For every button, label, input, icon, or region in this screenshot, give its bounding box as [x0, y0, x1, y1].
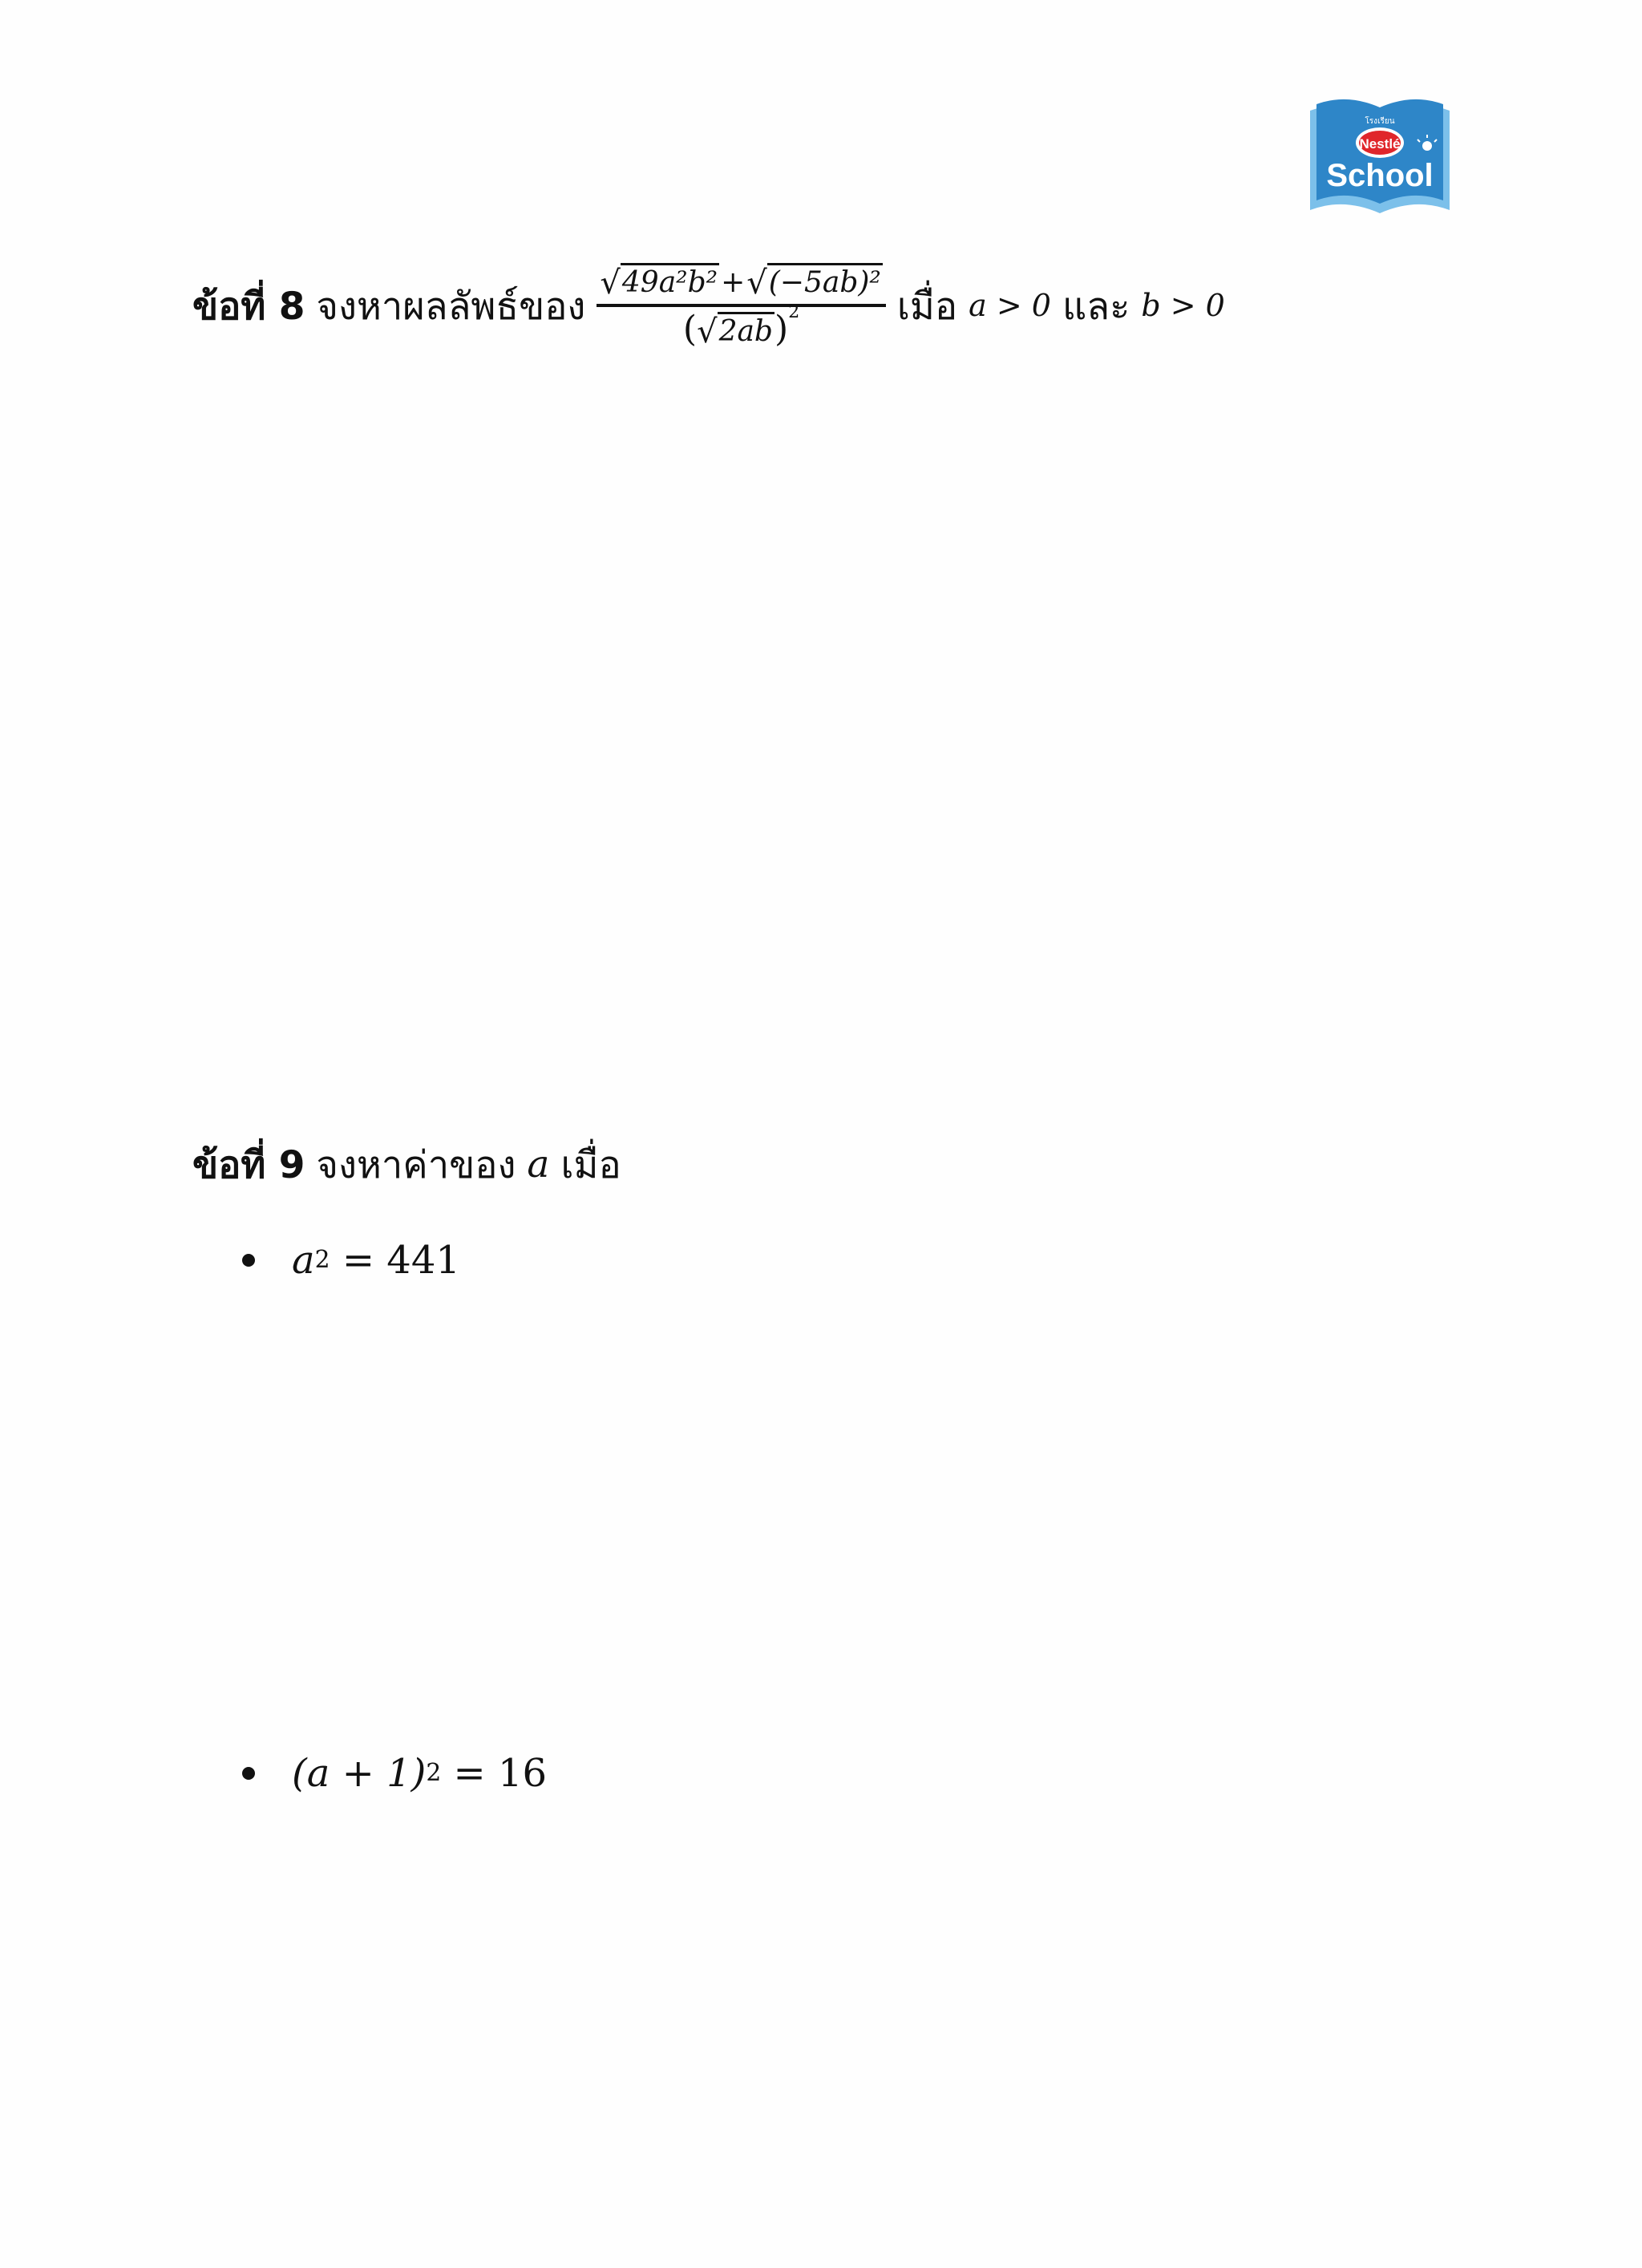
- question-8: [192, 255, 1225, 356]
- question-8-and: และ: [1062, 284, 1130, 329]
- condition-b: b > 0: [1141, 288, 1225, 323]
- question-9: [192, 1132, 621, 1196]
- book-logo-icon: [1305, 93, 1454, 218]
- list-item: a 2 = 441: [242, 1228, 460, 1292]
- sqrt-icon: √: [746, 265, 767, 301]
- fraction-denominator: ( √ 2ab ) 2: [682, 301, 800, 350]
- question-9-variable: a: [527, 1142, 550, 1187]
- list-item: (a + 1) 2 = 16: [242, 1741, 547, 1805]
- nestle-school-logo: [1305, 93, 1454, 218]
- svg-text:School: School: [1326, 158, 1434, 193]
- bullet-icon: [242, 1254, 255, 1267]
- fraction-numerator: √ 49a²b² + √ (−5ab)²: [597, 263, 885, 307]
- question-8-text: จงหาผลลัพธ์ของ: [316, 284, 586, 329]
- question-9-when: เมื่อ: [560, 1142, 621, 1187]
- svg-text:Nestlé: Nestlé: [1359, 136, 1401, 152]
- sqrt-icon: √: [697, 313, 718, 350]
- question-9-text: จงหาค่าของ: [316, 1142, 516, 1187]
- sqrt-term-2: √ (−5ab)²: [746, 265, 881, 301]
- question-8-label: ข้อที่ 8: [192, 284, 305, 329]
- question-9-label: ข้อที่ 9: [192, 1142, 305, 1187]
- bullet-icon: [242, 1767, 255, 1780]
- condition-a: a > 0: [969, 288, 1051, 323]
- sqrt-icon: √: [600, 265, 621, 301]
- sqrt-term-1: √ 49a²b²: [600, 265, 718, 301]
- svg-text:โรงเรียน: โรงเรียน: [1365, 117, 1395, 126]
- question-8-fraction: [597, 263, 885, 350]
- question-8-when: เมื่อ: [896, 284, 958, 329]
- sqrt-term-3: √ 2ab: [697, 313, 773, 350]
